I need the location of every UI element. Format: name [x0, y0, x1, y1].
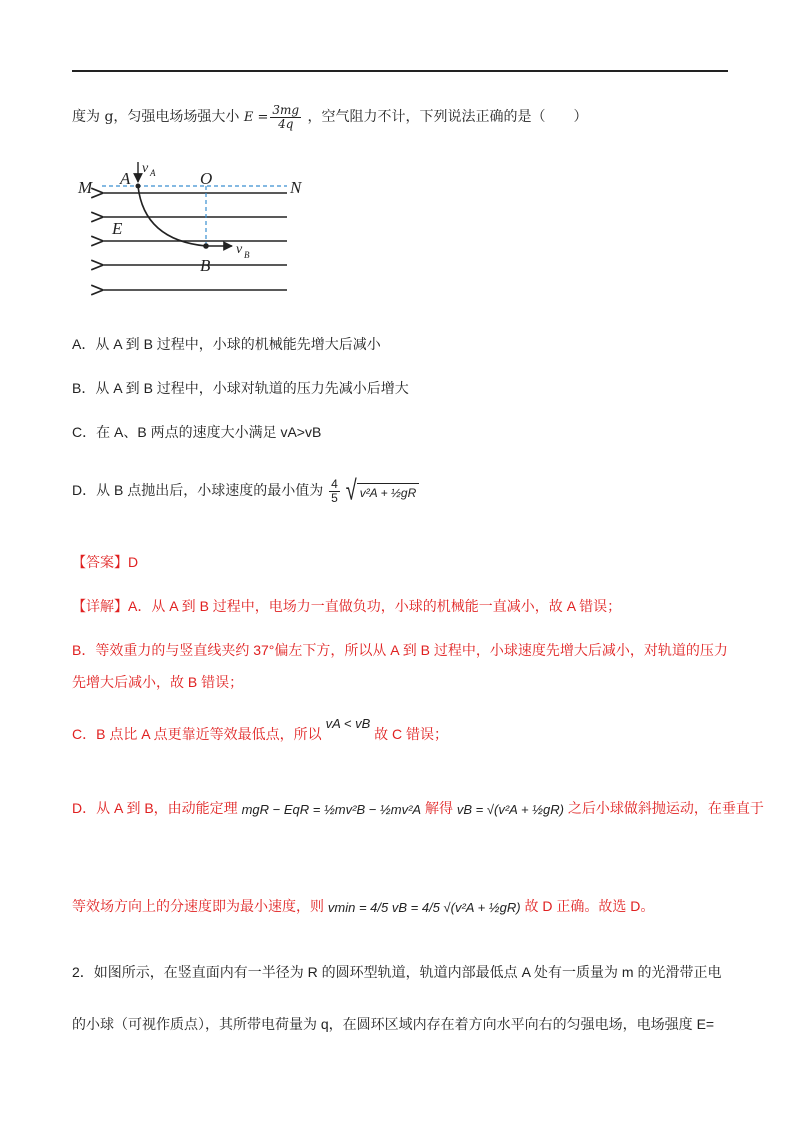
option-d-text: D．从 B 点抛出后，小球速度的最小值为 [72, 481, 324, 498]
option-a: A．从 A 到 B 过程中，小球的机械能先增大后减小 [72, 336, 381, 352]
detail-line-2: B．等效重力的与竖直线夹约 37°偏左下方，所以从 A 到 B 过程中，小球速度先增大后减小，对轨道的压力 [72, 642, 728, 658]
label-e: E [112, 219, 123, 238]
detail-line-5-text: D．从 A 到 B，由动能定理 [72, 800, 238, 816]
detail-line-1: 【详解】A．从 A 到 B 过程中，电场力一直做负功，小球的机械能一直减小，故 A 错误； [72, 598, 622, 614]
detail-line-4-tail: 故 C 错误； [374, 726, 449, 742]
field-strength-denominator: 4q [278, 116, 294, 131]
label-n: N [290, 178, 302, 197]
vmin-formula: vmin = 4/5 vB = 4/5 √(v²A + ½gR) [327, 899, 521, 915]
option-c: C．在 A、B 两点的速度大小满足 vA>vB [72, 424, 322, 440]
detail-line-4 [72, 715, 449, 744]
question-2-line-2: 的小球（可视作质点），其所带电荷量为 q，在圆环区域内存在着方向水平向右的匀强电场，电场强度 E= [72, 1016, 715, 1032]
detail-line-4-text: C．B 点比 A 点更靠近等效最低点，所以 [72, 726, 322, 742]
detail-line-6-text: 等效场方向上的分速度即为最小速度，则 [72, 898, 324, 914]
option-d-frac-den: 5 [331, 490, 338, 505]
detail-line-3: 先增大后减小，故 B 错误； [72, 674, 244, 690]
option-b: B．从 A 到 B 过程中，小球对轨道的压力先减小后增大 [72, 380, 409, 396]
label-b: B [200, 256, 211, 275]
detail-line-6-tail: 故 D 正确。故选 D。 [524, 898, 655, 914]
label-o: O [200, 169, 213, 188]
velocity-compare-formula: vA < vB [325, 715, 371, 731]
label-va: v [142, 161, 149, 176]
label-m: M [78, 178, 93, 197]
detail-line-5-solve: 解得 [425, 800, 453, 816]
label-vb-sub: B [244, 250, 250, 260]
detail-line-5 [72, 798, 764, 818]
label-va-sub: A [150, 168, 156, 178]
energy-theorem-formula: mgR − EqR = ½mv²B − ½mv²A [241, 801, 422, 817]
track-diagram [72, 150, 312, 300]
field-strength-lhs: E = [243, 109, 269, 125]
intro-text-before: 度为 g，匀强电场场强大小 [72, 109, 240, 126]
option-d: D．从 B 点抛出后，小球速度的最小值为 $\frac{4}{5}$ √ v²A + ½gR [72, 478, 419, 504]
vb-formula: vB = √(v²A + ½gR) [456, 801, 564, 817]
detail-line-6 [72, 896, 654, 916]
label-vb: v [236, 242, 243, 257]
label-a: A [120, 169, 131, 188]
intro-text-after: ，空气阻力不计，下列说法正确的是（ ） [307, 109, 588, 126]
question-2-line-1: 2．如图所示，在竖直面内有一半径为 R 的圆环型轨道，轨道内部最低点 A 处有一质量为 m 的光滑带正电 [72, 964, 722, 980]
field-strength-formula [244, 104, 303, 130]
option-d-radicand: v²A + ½gR [357, 483, 420, 500]
top-rule [72, 70, 728, 72]
detail-line-5-tail: 之后小球做斜抛运动，在垂直于 [567, 800, 764, 816]
option-d-frac-num: 4 [331, 477, 338, 491]
answer-line: 【答案】D [72, 554, 139, 570]
point-a [136, 184, 141, 189]
track-arc [138, 186, 206, 246]
field-strength-numerator: 3mg [272, 103, 300, 117]
intro-line [72, 104, 588, 130]
